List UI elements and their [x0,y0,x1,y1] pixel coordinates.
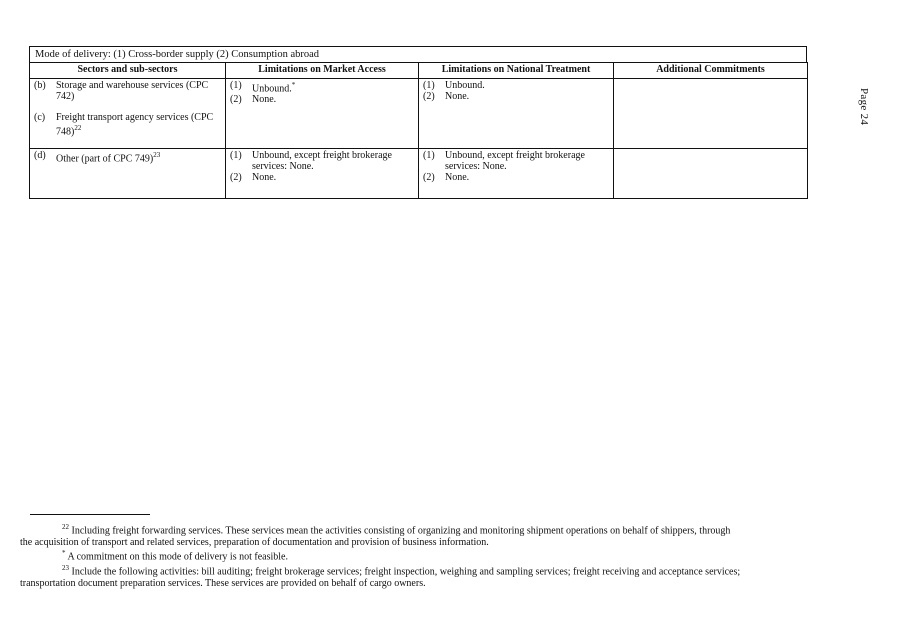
additional-commitments-cell [614,79,808,149]
national-treatment-cell [419,79,614,149]
sector-letter: (c) [34,112,46,123]
limitation-entry [230,94,414,105]
table-row [30,79,808,149]
table-row [30,149,808,199]
footnote-22 [20,522,810,537]
footnote-ref: 22 [74,124,82,132]
sector-text: Other (part of CPC 749) [56,153,154,165]
header-market-access: Limitations on Market Access [226,63,419,79]
mode-of-delivery: Mode of delivery: (1) Cross-border supply (2) Consumption abroad [29,46,807,62]
limitation-text: Unbound, except freight brokerage services: None. [252,150,392,172]
sector-text: Storage and warehouse services (CPC 742) [56,80,209,102]
footnote-text: Including freight forwarding services. These services mean the activities consisting of organizing and monitoring shipment operations on behalf of shippers, through [71,525,731,537]
sector-text: Freight transport agency services (CPC 748) [56,112,214,138]
footnote-text: A commitment on this mode of delivery is not feasible. [67,551,288,563]
limitation-entry [423,91,609,102]
footnote-mark: 23 [62,564,69,573]
limitation-entry [423,150,609,172]
limitation-text: None. [252,94,277,106]
market-access-cell [226,79,419,149]
limitation-entry [423,172,609,183]
sectors-cell [30,79,226,149]
footnote-star [20,548,810,563]
footnotes [20,522,810,589]
mode-number: (1) [230,80,242,91]
table-header-row [30,63,808,79]
header-sectors: Sectors and sub-sectors [30,63,226,79]
mode-number: (2) [230,94,242,106]
limitation-entry [230,172,414,183]
schedule-table [29,62,808,199]
limitation-text: None. [445,91,470,102]
limitation-entry [230,80,414,94]
footnote-text: Include the following activities: bill auditing; freight brokerage services; freight inspection, weighing and sampling services; freight receiving and acceptance services; [71,566,741,578]
page-number: Page 24 [858,88,870,126]
limitation-entry [423,80,609,91]
limitation-text: None. [445,172,470,183]
market-access-cell [226,149,419,199]
sector-entry [34,112,221,137]
sector-letter: (b) [34,80,46,91]
footnote-ref: 23 [153,151,161,159]
header-national-treatment: Limitations on National Treatment [419,63,614,79]
sector-entry [34,150,221,164]
footnote-rule [30,514,150,515]
sector-entry [34,80,221,102]
mode-number: (1) [423,80,435,91]
footnote-ref: * [291,81,296,89]
footnote-mark: 22 [62,523,69,531]
mode-number: (2) [230,172,242,183]
limitation-text: Unbound. [252,83,292,95]
mode-number: (2) [423,91,435,102]
limitation-text: None. [252,172,277,183]
footnote-mark: * [62,549,66,558]
sector-letter: (d) [34,150,46,161]
header-additional-commitments: Additional Commitments [614,63,808,79]
national-treatment-cell [419,149,614,199]
footnote-23 [20,563,810,578]
mode-number: (1) [423,150,435,161]
footnote-22-continued: the acquisition of transport and related services, preparation of documentation and provision of business information. [20,536,489,548]
footnote-23-continued: transportation document preparation services. These services are provided on behalf of cargo owners. [20,577,426,589]
sectors-cell [30,149,226,199]
mode-number: (1) [230,150,242,161]
mode-number: (2) [423,172,435,183]
additional-commitments-cell [614,149,808,199]
limitation-text: Unbound. [445,80,485,91]
limitation-entry [230,150,414,172]
limitation-text: Unbound, except freight brokerage services: None. [445,150,585,172]
